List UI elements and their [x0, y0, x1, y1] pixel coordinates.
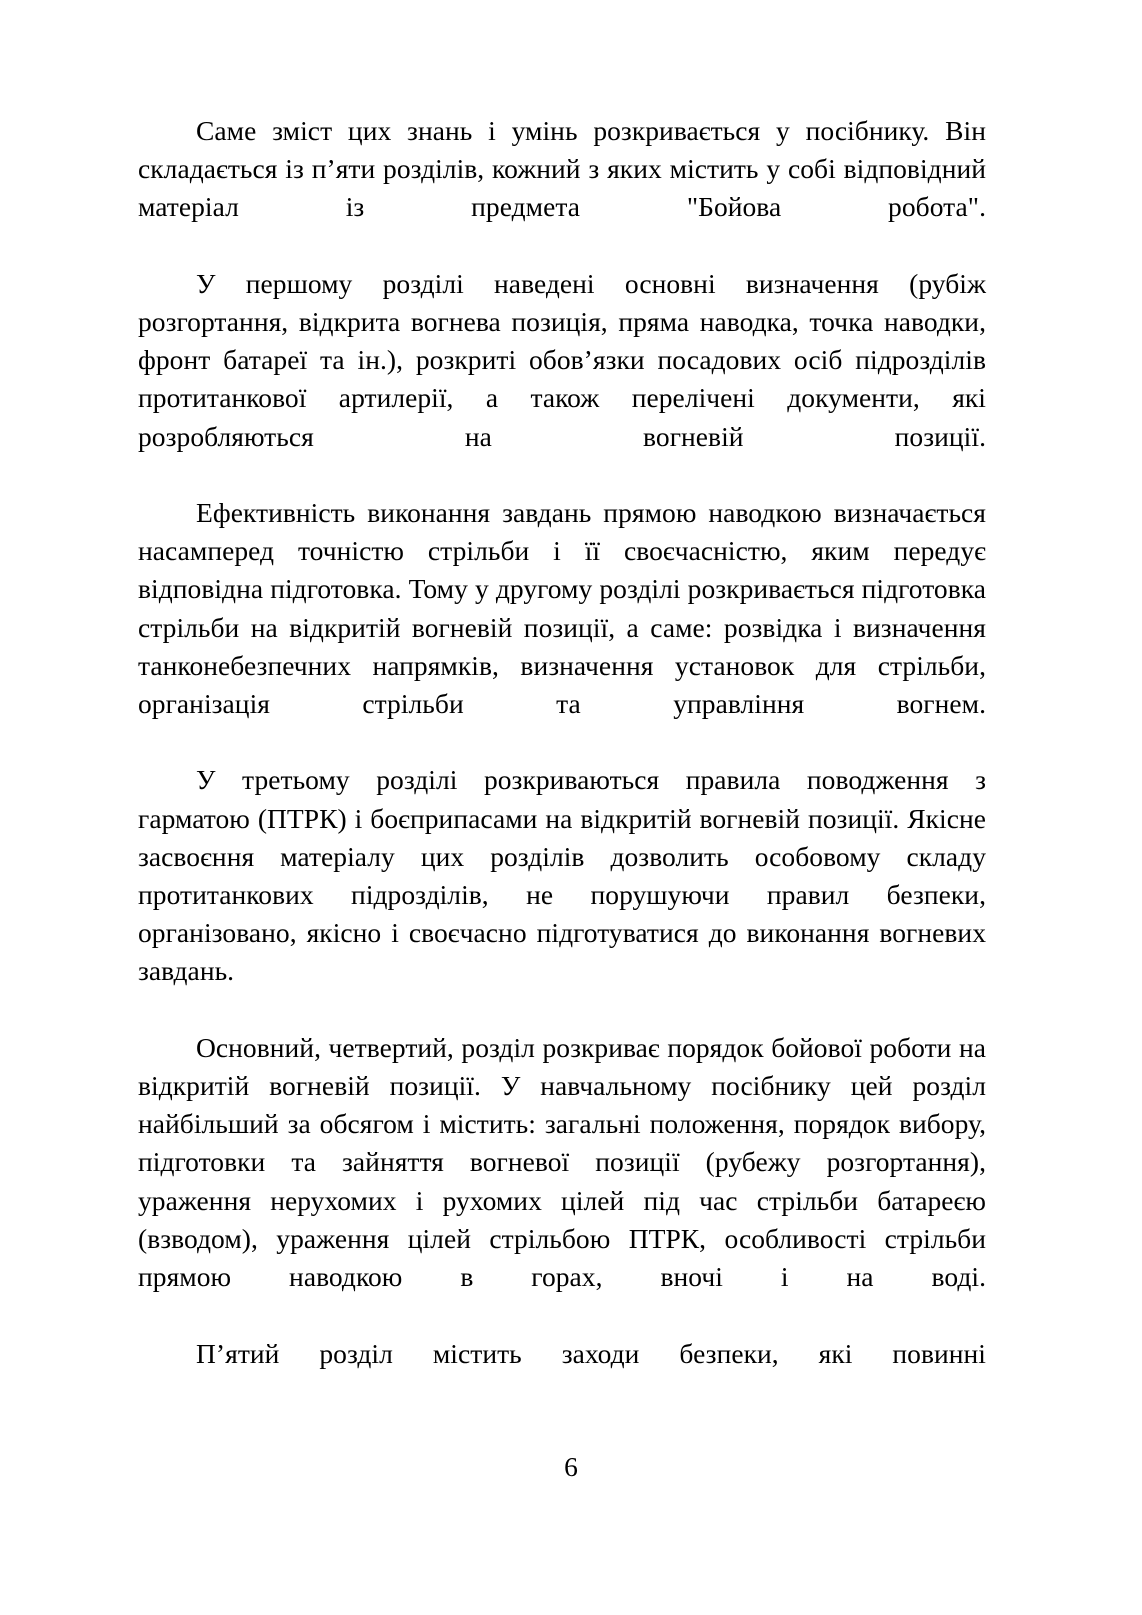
- body-paragraph-2: У першому розділі наведені основні визначення (рубіж розгортання, відкрита вогнева позиція, пряма наводка, точка наводки, фронт батареї та ін.), розкриті обов’язки посадових осіб підрозділів протитанкової артилерії, а також перелічені документи, які розробляються на вогневій позиції.: [138, 267, 986, 452]
- page-number: 6: [564, 1451, 578, 1482]
- body-paragraph-4: У третьому розділі розкриваються правила поводження з гарматою (ПТРК) і боєприпасами на відкритій вогневій позиції. Якісне засвоєння матеріалу цих розділів дозволить особовому складу протитанкових підрозділів, не порушуючи правил безпеки, організовано, якісно і своєчасно підготуватися до виконання вогневих завдань.: [138, 764, 986, 987]
- body-paragraph-1: Саме зміст цих знань і умінь розкривається у посібнику. Він складається із п’яти розділів, кожний з яких містить у собі відповідний матеріал із предмета "Бойова робота".: [138, 115, 986, 223]
- body-paragraph-3: Ефективність виконання завдань прямою наводкою визначається насамперед точністю стрільби і її своєчасністю, яким передує відповідна підготовка. Тому у другому розділі розкривається підготовка стрільби на відкритій вогневій позиції, а саме: розвідка і визначення танконебезпечних напрямків, визначення установок для стрільби, організація стрільби та управління вогнем.: [138, 497, 986, 720]
- body-text-block: [138, 112, 986, 1411]
- body-paragraph-6: П’ятий розділ містить заходи безпеки, які повинні: [196, 1337, 986, 1369]
- body-paragraph-5: Основний, четвертий, розділ розкриває порядок бойової роботи на відкритій вогневій позиції. У навчальному посібнику цей розділ найбільший за обсягом і містить: загальні положення, порядок вибору, підготовки та зайняття вогневої позиції (рубежу розгортання), ураження нерухомих і рухомих цілей під час стрільби батареєю (взводом), ураження цілей стрільбою ПТРК, особливості стрільби прямою наводкою в горах, вночі і на воді.: [138, 1031, 986, 1293]
